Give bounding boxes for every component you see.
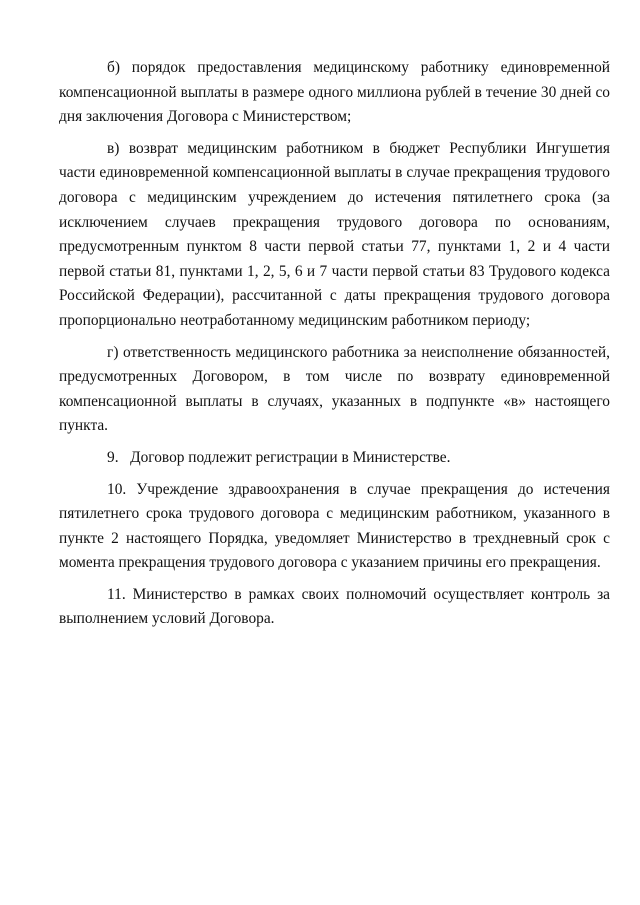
paragraph-subitem-g: г) ответственность медицинского работника за неисполнение обязанностей, предусмотренных Договором, в том числе по возврату единовременной компенсационной выплаты в случаях, указанных в подпункте «в» настоящего пункта. — [59, 343, 610, 435]
paragraph-item-9: 9. Договор подлежит регистрации в Министерстве. — [107, 448, 451, 466]
paragraph-item-10: 10. Учреждение здравоохранения в случае прекращения до истечения пятилетнего срока трудового договора с медицинским работником, указанного в пункте 2 настоящего Порядка, уведомляет Министерство в трехдневный срок с момента прекращения трудового договора с указанием причины его прекращения. — [59, 480, 610, 572]
paragraph-subitem-v: в) возврат медицинским работником в бюджет Республики Ингушетия части единовременной компенсационной выплаты в случае прекращения трудового договора с медицинским учреждением до истечения пятилетнего срока (за исключением случаев прекращения трудового договора по основаниям, предусмотренным пунктом 8 части первой статьи 77, пунктами 1, 2 и 4 части первой статьи 81, пунктами 1, 2, 5, 6 и 7 части первой статьи 83 Трудового кодекса Российской Федерации), рассчитанной с даты прекращения трудового договора пропорционально неотработанному медицинским работником периоду; — [59, 139, 610, 329]
document-page — [59, 56, 610, 639]
paragraph-item-11: 11. Министерство в рамках своих полномочий осуществляет контроль за выполнением условий Договора. — [59, 585, 610, 628]
paragraph-subitem-b: б) порядок предоставления медицинскому работнику единовременной компенсационной выплаты в размере одного миллиона рублей в течение 30 дней со дня заключения Договора с Министерством; — [59, 59, 610, 126]
